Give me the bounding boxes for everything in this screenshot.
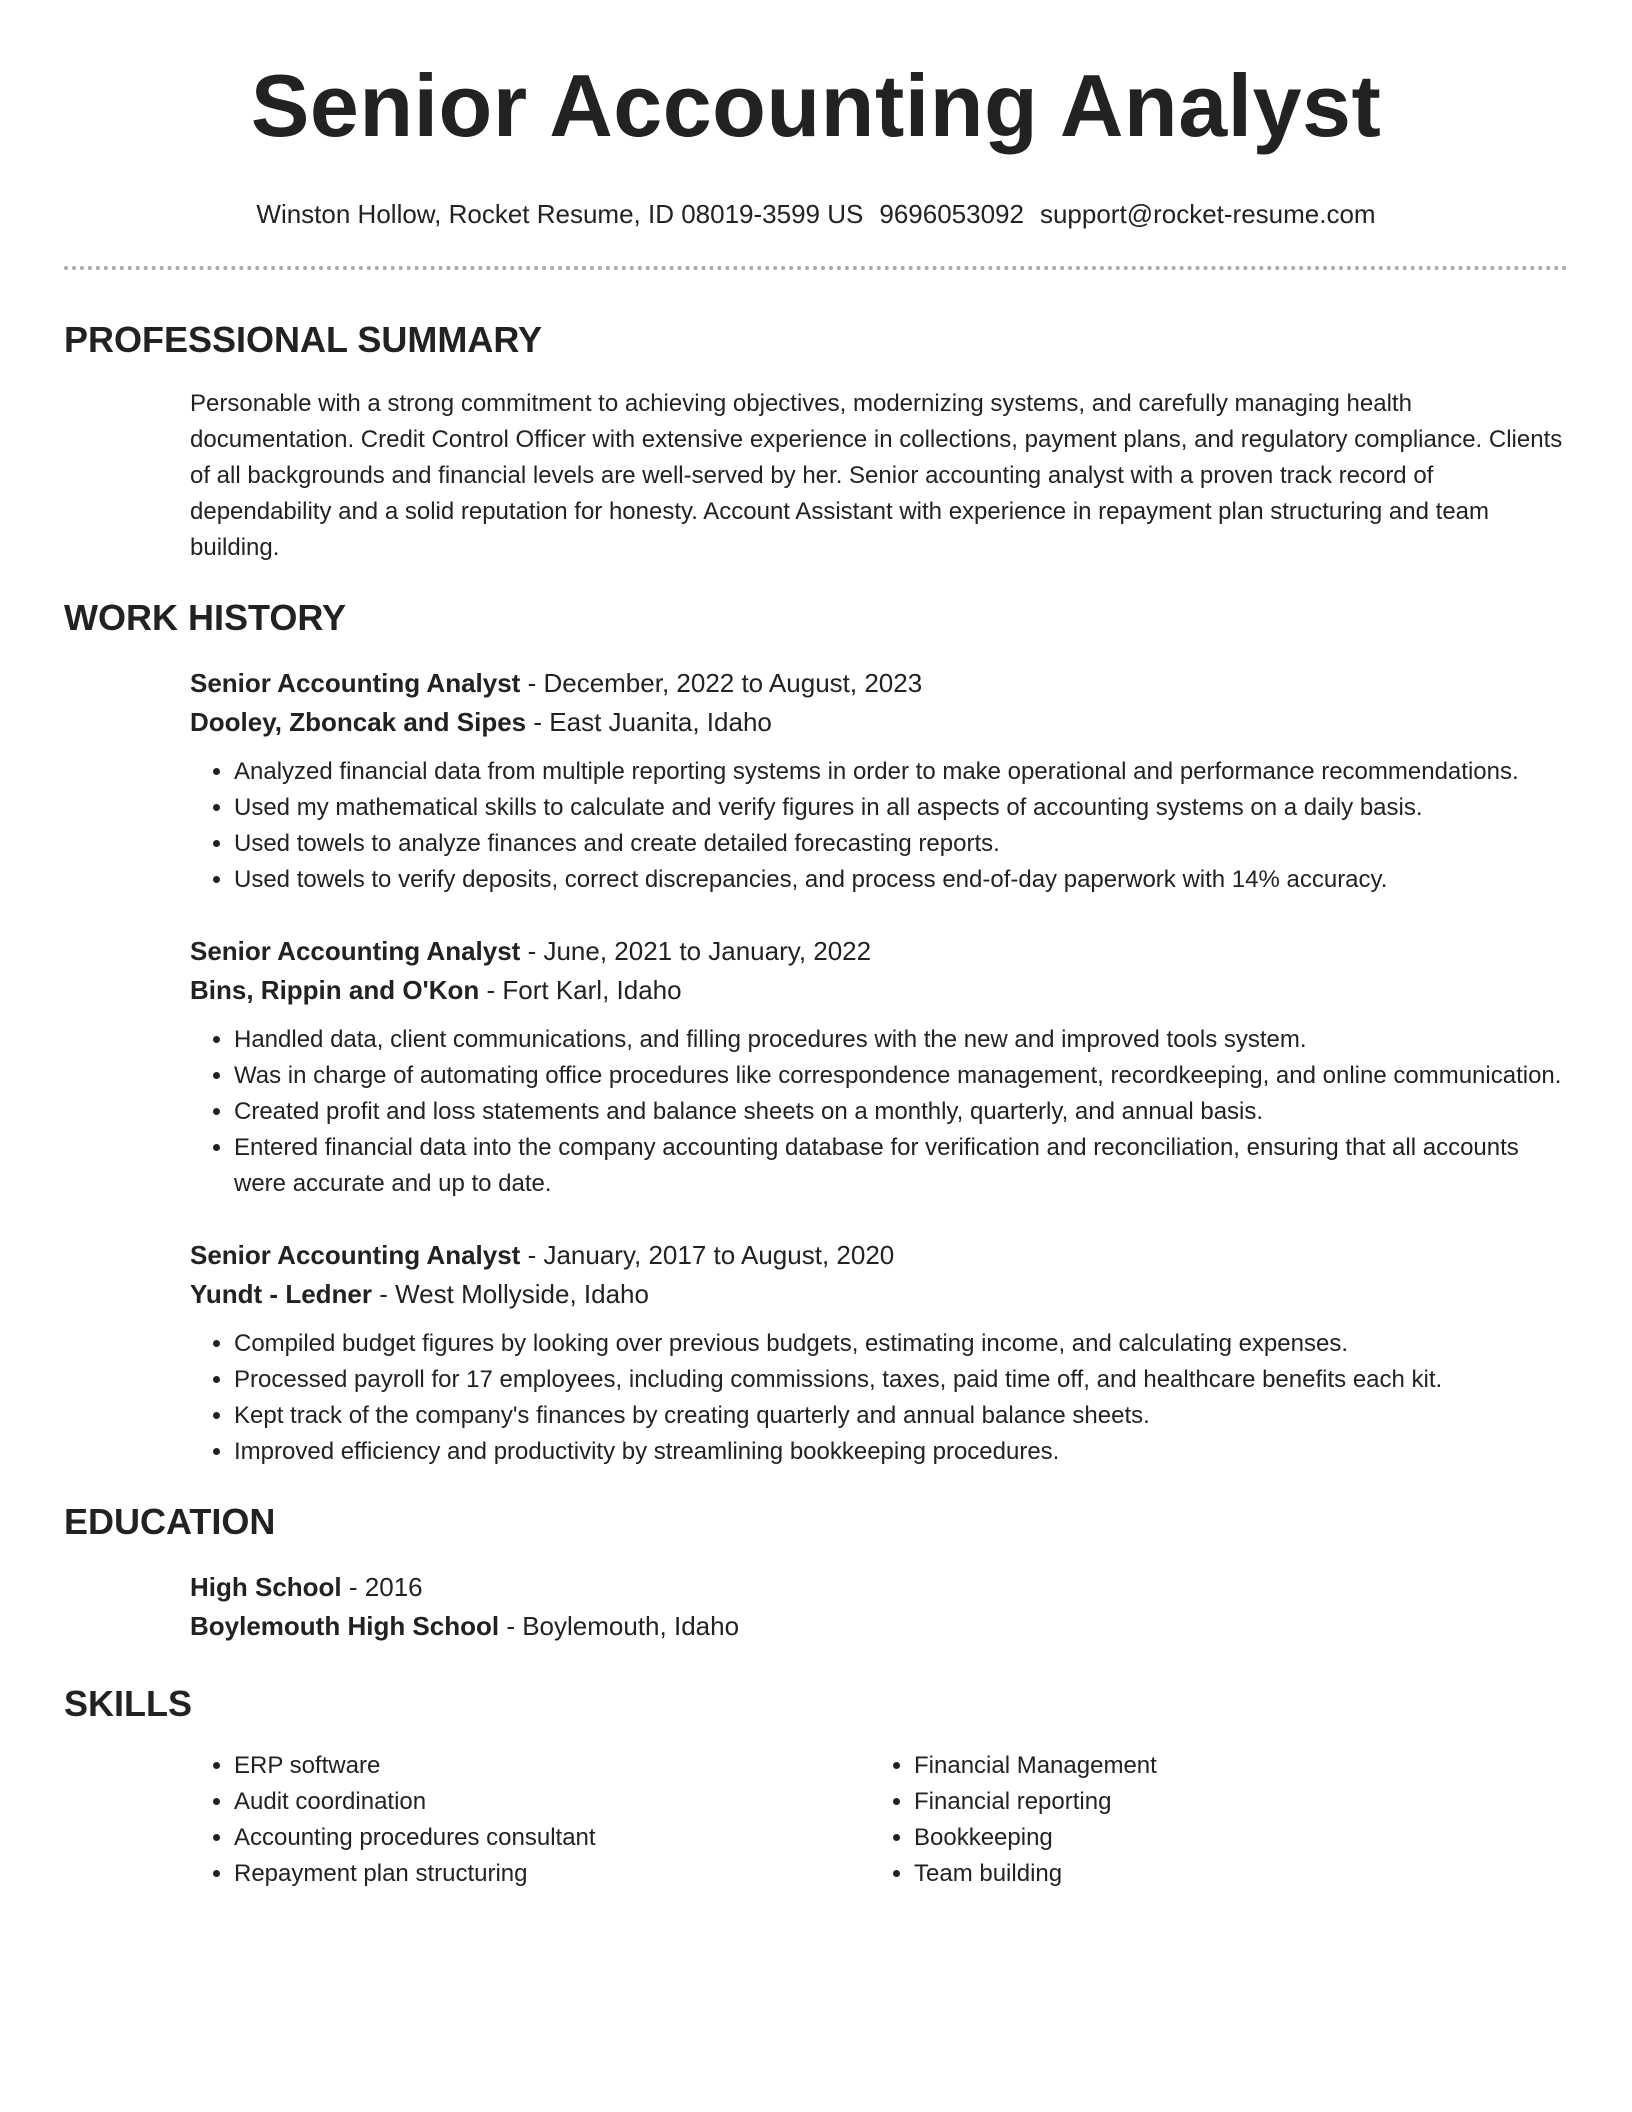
job-bullets <box>190 754 1568 898</box>
education-degree-line <box>190 1568 1568 1607</box>
list-item: • Improved efficiency and productivity by streamlining bookkeeping procedures. <box>234 1434 1568 1470</box>
job-role-line <box>190 932 1568 971</box>
job-location: East Juanita, Idaho <box>549 707 772 737</box>
skills-list-left <box>190 1748 870 1892</box>
contact-phone: 9696053092 <box>879 199 1024 229</box>
job-company: Yundt - Ledner <box>190 1279 372 1309</box>
list-item: • Repayment plan structuring <box>234 1856 870 1892</box>
education-location: Boylemouth, Idaho <box>522 1611 740 1641</box>
job-bullets <box>190 1326 1568 1470</box>
list-item: • Used my mathematical skills to calculate and verify figures in all aspects of accounting systems on a daily basis. <box>234 790 1568 826</box>
list-item: • Handled data, client communications, and filling procedures with the new and improved tools system. <box>234 1022 1568 1058</box>
skills-list-right <box>870 1748 1550 1892</box>
job-role: Senior Accounting Analyst <box>190 1240 521 1270</box>
education-school: Boylemouth High School <box>190 1611 500 1641</box>
list-item: • Kept track of the company's finances by creating quarterly and annual balance sheets. <box>234 1398 1568 1434</box>
list-item: • Processed payroll for 17 employees, including commissions, taxes, paid time off, and healthcare benefits each kit. <box>234 1362 1568 1398</box>
list-item: • Accounting procedures consultant <box>234 1820 870 1856</box>
skills-heading: SKILLS <box>64 1683 193 1724</box>
separator: - <box>526 707 550 737</box>
job-role: Senior Accounting Analyst <box>190 936 521 966</box>
job-role-line <box>190 1236 1568 1275</box>
job-dates: January, 2017 to August, 2020 <box>543 1240 895 1270</box>
education-degree: High School <box>190 1572 342 1602</box>
job-entry <box>190 1236 1568 1470</box>
job-dates: June, 2021 to January, 2022 <box>543 936 872 966</box>
education-heading: EDUCATION <box>64 1501 276 1542</box>
list-item: • Team building <box>914 1856 1550 1892</box>
job-company-line <box>190 971 1568 1010</box>
list-item: • Used towels to analyze finances and create detailed forecasting reports. <box>234 826 1568 862</box>
separator: - <box>341 1572 365 1602</box>
list-item: • Financial reporting <box>914 1784 1550 1820</box>
resume-title: Senior Accounting Analyst <box>250 56 1382 155</box>
separator: - <box>479 975 503 1005</box>
job-entry <box>190 664 1568 898</box>
job-bullets <box>190 1022 1568 1202</box>
separator: - <box>520 1240 544 1270</box>
list-item: • Bookkeeping <box>914 1820 1550 1856</box>
list-item: • ERP software <box>234 1748 870 1784</box>
separator: - <box>499 1611 523 1641</box>
job-entry <box>190 932 1568 1202</box>
list-item: • Financial Management <box>914 1748 1550 1784</box>
job-role-line <box>190 664 1568 703</box>
separator: - <box>372 1279 396 1309</box>
job-dates: December, 2022 to August, 2023 <box>543 668 923 698</box>
list-item: • Created profit and loss statements and balance sheets on a monthly, quarterly, and annual basis. <box>234 1094 1568 1130</box>
education-section <box>190 1568 1568 1646</box>
job-company: Bins, Rippin and O'Kon <box>190 975 480 1005</box>
list-item: • Audit coordination <box>234 1784 870 1820</box>
list-item: • Used towels to verify deposits, correct discrepancies, and process end-of-day paperwork with 14% accuracy. <box>234 862 1568 898</box>
job-company: Dooley, Zboncak and Sipes <box>190 707 527 737</box>
summary-text: Personable with a strong commitment to achieving objectives, modernizing systems, and carefully managing health documentation. Credit Control Officer with extensive experience in collections, payment plans, and regulatory compliance. Clients of all backgrounds and financial levels are well-served by her. Senior accounting analyst with a proven track record of dependability and a solid reputation for honesty. Account Assistant with experience in repayment plan structuring and team building. <box>190 390 1563 561</box>
job-location: West Mollyside, Idaho <box>395 1279 649 1309</box>
job-role: Senior Accounting Analyst <box>190 668 521 698</box>
job-location: Fort Karl, Idaho <box>502 975 682 1005</box>
work-history-heading: WORK HISTORY <box>64 597 347 638</box>
separator: - <box>520 668 544 698</box>
job-company-line <box>190 1275 1568 1314</box>
job-company-line <box>190 703 1568 742</box>
contact-line <box>64 198 1568 230</box>
header-divider <box>64 266 1568 270</box>
list-item: • Entered financial data into the company accounting database for verification and reconciliation, ensuring that all accounts were accurate and up to date. <box>234 1130 1568 1202</box>
list-item: • Was in charge of automating office procedures like correspondence management, recordkeeping, and online communication. <box>234 1058 1568 1094</box>
contact-address: Winston Hollow, Rocket Resume, ID 08019-3599 US <box>256 199 864 229</box>
separator: - <box>520 936 544 966</box>
education-year: 2016 <box>364 1572 423 1602</box>
list-item: • Compiled budget figures by looking over previous budgets, estimating income, and calculating expenses. <box>234 1326 1568 1362</box>
contact-email: support@rocket-resume.com <box>1039 199 1376 229</box>
education-school-line <box>190 1607 1568 1646</box>
work-history-section <box>190 664 1568 1470</box>
list-item: • Analyzed financial data from multiple reporting systems in order to make operational and performance recommendations. <box>234 754 1568 790</box>
summary-heading: PROFESSIONAL SUMMARY <box>64 319 543 360</box>
summary-section <box>190 386 1568 566</box>
skills-section <box>190 1748 1568 1892</box>
